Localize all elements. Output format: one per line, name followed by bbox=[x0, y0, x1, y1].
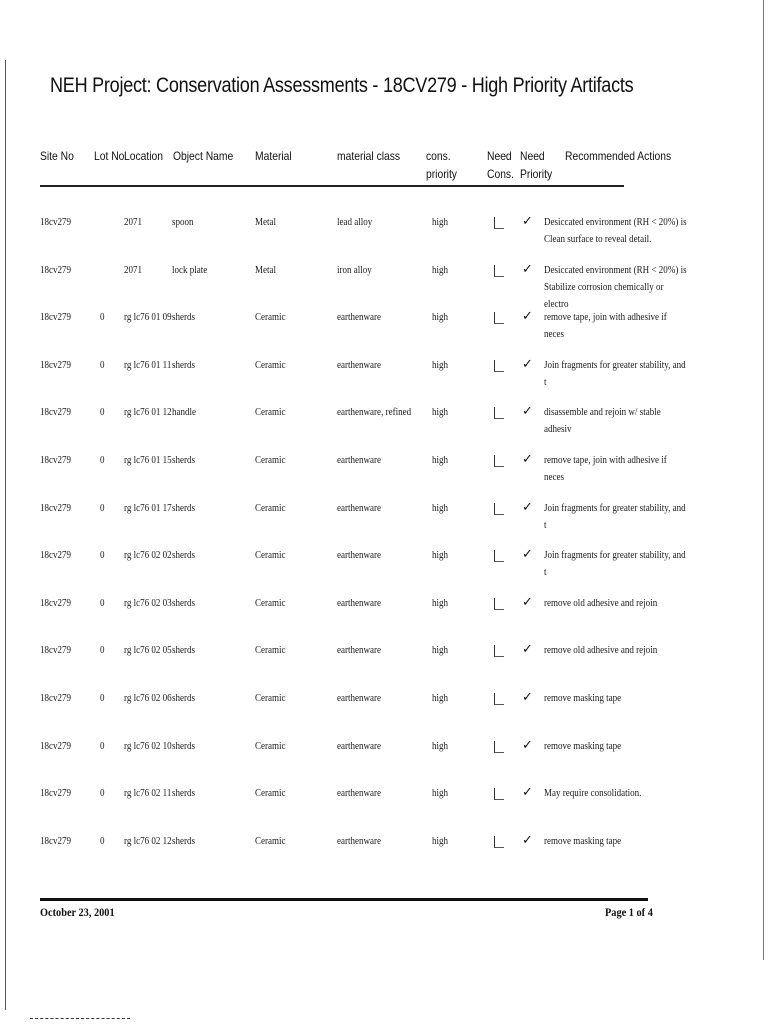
cell-material-class: earthenware bbox=[337, 740, 382, 752]
cell-location: rg lc76 02 02 bbox=[124, 549, 172, 561]
cell-object-name: spoon bbox=[172, 216, 194, 228]
cell-location: rg lc76 02 06 bbox=[124, 692, 172, 704]
cell-site-no: 18cv279 bbox=[40, 264, 72, 276]
cell-material-class: earthenware bbox=[337, 311, 382, 323]
header-lot-no: Lot No bbox=[94, 149, 125, 163]
table-row bbox=[0, 309, 770, 349]
header-location: Location bbox=[124, 149, 164, 163]
cell-location: rg lc76 01 09 bbox=[124, 311, 172, 323]
need-cons-checkbox bbox=[494, 693, 504, 705]
header-need-priority-line1: Need bbox=[520, 149, 545, 163]
cell-lot-no: 0 bbox=[100, 692, 105, 704]
header-material: Material bbox=[255, 149, 292, 163]
cell-location: rg lc76 02 10 bbox=[124, 740, 172, 752]
cell-cons-priority: high bbox=[432, 740, 449, 752]
need-cons-checkbox bbox=[494, 550, 504, 562]
cell-location: rg lc76 02 03 bbox=[124, 597, 172, 609]
cell-location: rg lc76 01 17 bbox=[124, 502, 172, 514]
table-row bbox=[0, 595, 770, 635]
cell-cons-priority: high bbox=[432, 549, 449, 561]
cell-material: Ceramic bbox=[255, 740, 286, 752]
cell-recommended-action: May require consolidation. bbox=[544, 787, 642, 799]
header-material-class: material class bbox=[337, 149, 401, 163]
cell-material-class: earthenware bbox=[337, 502, 382, 514]
header-object-name: Object Name bbox=[173, 149, 234, 163]
table-row bbox=[0, 214, 770, 254]
need-cons-checkbox bbox=[494, 407, 504, 419]
header-need-priority-line2: Priority bbox=[520, 167, 553, 181]
table-row bbox=[0, 547, 770, 587]
cell-material-class: earthenware bbox=[337, 692, 382, 704]
cell-object-name: sherds bbox=[172, 549, 196, 561]
cell-site-no: 18cv279 bbox=[40, 644, 72, 656]
cell-location: 2071 bbox=[124, 264, 143, 276]
need-cons-checkbox bbox=[494, 598, 504, 610]
cell-cons-priority: high bbox=[432, 359, 449, 371]
need-priority-check: ✓ bbox=[522, 357, 533, 372]
cell-lot-no: 0 bbox=[100, 311, 105, 323]
header-need-cons-line1: Need bbox=[487, 149, 512, 163]
cell-object-name: sherds bbox=[172, 597, 196, 609]
cell-material-class: earthenware bbox=[337, 597, 382, 609]
cell-cons-priority: high bbox=[432, 597, 449, 609]
cell-object-name: sherds bbox=[172, 359, 196, 371]
cell-location: rg lc76 01 15 bbox=[124, 454, 172, 466]
cell-recommended-action: remove masking tape bbox=[544, 835, 622, 847]
table-row bbox=[0, 690, 770, 730]
cell-material-class: lead alloy bbox=[337, 216, 373, 228]
cell-recommended-action: disassemble and rejoin w/ stable adhesiv bbox=[544, 406, 661, 435]
need-cons-checkbox bbox=[494, 741, 504, 753]
cell-cons-priority: high bbox=[432, 787, 449, 799]
cell-object-name: sherds bbox=[172, 502, 196, 514]
footer-rule bbox=[40, 898, 648, 901]
need-cons-checkbox bbox=[494, 217, 504, 229]
header-need-cons bbox=[487, 147, 514, 183]
cell-material: Ceramic bbox=[255, 549, 286, 561]
header-cons-priority-line1: cons. bbox=[426, 149, 451, 163]
need-cons-checkbox bbox=[494, 503, 504, 515]
cell-recommended-action-clip bbox=[544, 690, 686, 730]
cell-material: Ceramic bbox=[255, 787, 286, 799]
table-row bbox=[0, 500, 770, 540]
cell-lot-no: 0 bbox=[100, 740, 105, 752]
header-cons-priority-line2: priority bbox=[426, 167, 457, 181]
need-priority-check: ✓ bbox=[522, 547, 533, 562]
cell-cons-priority: high bbox=[432, 406, 449, 418]
cell-material-class: earthenware bbox=[337, 835, 382, 847]
header-rule bbox=[40, 185, 624, 187]
table-row bbox=[0, 738, 770, 778]
cell-recommended-action-clip bbox=[544, 785, 686, 825]
cell-object-name: sherds bbox=[172, 644, 196, 656]
need-priority-check: ✓ bbox=[522, 642, 533, 657]
cell-lot-no: 0 bbox=[100, 597, 105, 609]
cell-recommended-action-clip bbox=[544, 642, 686, 682]
table-row bbox=[0, 452, 770, 492]
need-priority-check: ✓ bbox=[522, 214, 533, 229]
cell-site-no: 18cv279 bbox=[40, 454, 72, 466]
cell-recommended-action: Join fragments for greater stability, and t bbox=[544, 359, 686, 388]
cell-material: Ceramic bbox=[255, 835, 286, 847]
cell-material-class: earthenware bbox=[337, 787, 382, 799]
cell-object-name: lock plate bbox=[172, 264, 208, 276]
cell-recommended-action: remove tape, join with adhesive if neces bbox=[544, 454, 667, 483]
cell-material: Ceramic bbox=[255, 644, 286, 656]
cell-recommended-action-clip bbox=[544, 357, 686, 397]
cell-cons-priority: high bbox=[432, 644, 449, 656]
header-need-cons-line2: Cons. bbox=[487, 167, 514, 181]
cell-cons-priority: high bbox=[432, 311, 449, 323]
cell-location: rg lc76 01 11 bbox=[124, 359, 172, 371]
cell-cons-priority: high bbox=[432, 454, 449, 466]
table-row bbox=[0, 404, 770, 444]
cell-recommended-action-clip bbox=[544, 309, 686, 349]
cell-location: 2071 bbox=[124, 216, 143, 228]
cell-recommended-action-clip bbox=[544, 214, 686, 254]
cell-recommended-action: Desiccated environment (RH < 20%) is Stabilize corrosion chemically or electro bbox=[544, 264, 687, 310]
need-priority-check: ✓ bbox=[522, 690, 533, 705]
cell-recommended-action: Join fragments for greater stability, and t bbox=[544, 502, 686, 531]
cell-material-class: earthenware bbox=[337, 454, 382, 466]
cell-site-no: 18cv279 bbox=[40, 406, 72, 418]
cell-cons-priority: high bbox=[432, 264, 449, 276]
cell-location: rg lc76 02 11 bbox=[124, 787, 172, 799]
cell-material: Ceramic bbox=[255, 359, 286, 371]
header-recommended-actions: Recommended Actions bbox=[565, 149, 672, 163]
cell-cons-priority: high bbox=[432, 692, 449, 704]
need-priority-check: ✓ bbox=[522, 262, 533, 277]
cell-object-name: sherds bbox=[172, 692, 196, 704]
need-priority-check: ✓ bbox=[522, 738, 533, 753]
table-row bbox=[0, 262, 770, 310]
need-cons-checkbox bbox=[494, 265, 504, 277]
cell-material: Ceramic bbox=[255, 597, 286, 609]
cell-recommended-action-clip bbox=[544, 595, 686, 635]
cell-site-no: 18cv279 bbox=[40, 835, 72, 847]
table-row bbox=[0, 357, 770, 397]
need-cons-checkbox bbox=[494, 645, 504, 657]
cell-material: Ceramic bbox=[255, 406, 286, 418]
cell-material: Metal bbox=[255, 216, 277, 228]
cell-site-no: 18cv279 bbox=[40, 216, 72, 228]
cell-recommended-action-clip bbox=[544, 452, 686, 492]
page-title: NEH Project: Conservation Assessments - 18CV279 - High Priority Artifacts bbox=[50, 74, 634, 97]
table-row bbox=[0, 642, 770, 682]
cell-material: Ceramic bbox=[255, 311, 286, 323]
cell-location: rg lc76 02 12 bbox=[124, 835, 172, 847]
cell-lot-no: 0 bbox=[100, 502, 105, 514]
need-priority-check: ✓ bbox=[522, 833, 533, 848]
cell-recommended-action: remove masking tape bbox=[544, 740, 622, 752]
cell-site-no: 18cv279 bbox=[40, 311, 72, 323]
cell-object-name: sherds bbox=[172, 311, 196, 323]
cell-material-class: earthenware, refined bbox=[337, 406, 412, 418]
cell-cons-priority: high bbox=[432, 502, 449, 514]
cell-recommended-action-clip bbox=[544, 262, 687, 310]
footer-date: October 23, 2001 bbox=[40, 905, 115, 919]
cell-recommended-action: remove masking tape bbox=[544, 692, 622, 704]
cell-site-no: 18cv279 bbox=[40, 549, 72, 561]
cell-cons-priority: high bbox=[432, 216, 449, 228]
cell-recommended-action-clip bbox=[544, 738, 686, 778]
cell-recommended-action: remove old adhesive and rejoin bbox=[544, 644, 658, 656]
cell-site-no: 18cv279 bbox=[40, 359, 72, 371]
cell-site-no: 18cv279 bbox=[40, 502, 72, 514]
cell-recommended-action: remove tape, join with adhesive if neces bbox=[544, 311, 667, 340]
cell-object-name: sherds bbox=[172, 787, 196, 799]
table-row bbox=[0, 833, 770, 873]
cell-recommended-action: Join fragments for greater stability, and t bbox=[544, 549, 686, 578]
cell-location: rg lc76 01 12 bbox=[124, 406, 172, 418]
cell-site-no: 18cv279 bbox=[40, 740, 72, 752]
header-cons-priority bbox=[426, 147, 457, 183]
cell-recommended-action: remove old adhesive and rejoin bbox=[544, 597, 658, 609]
cell-material-class: iron alloy bbox=[337, 264, 372, 276]
need-priority-check: ✓ bbox=[522, 785, 533, 800]
need-cons-checkbox bbox=[494, 788, 504, 800]
need-cons-checkbox bbox=[494, 455, 504, 467]
cell-material-class: earthenware bbox=[337, 549, 382, 561]
cell-material: Ceramic bbox=[255, 502, 286, 514]
cell-material: Ceramic bbox=[255, 692, 286, 704]
need-priority-check: ✓ bbox=[522, 500, 533, 515]
header-site-no: Site No bbox=[40, 149, 74, 163]
need-cons-checkbox bbox=[494, 360, 504, 372]
table-row bbox=[0, 785, 770, 825]
cell-material: Metal bbox=[255, 264, 277, 276]
need-priority-check: ✓ bbox=[522, 452, 533, 467]
header-need-priority bbox=[520, 147, 552, 183]
cell-site-no: 18cv279 bbox=[40, 597, 72, 609]
cell-cons-priority: high bbox=[432, 835, 449, 847]
cell-material-class: earthenware bbox=[337, 644, 382, 656]
need-priority-check: ✓ bbox=[522, 309, 533, 324]
cell-object-name: sherds bbox=[172, 454, 196, 466]
cell-object-name: sherds bbox=[172, 835, 196, 847]
cell-lot-no: 0 bbox=[100, 787, 105, 799]
need-cons-checkbox bbox=[494, 312, 504, 324]
cell-recommended-action-clip bbox=[544, 500, 686, 540]
cell-location: rg lc76 02 05 bbox=[124, 644, 172, 656]
need-priority-check: ✓ bbox=[522, 595, 533, 610]
cell-site-no: 18cv279 bbox=[40, 692, 72, 704]
need-priority-check: ✓ bbox=[522, 404, 533, 419]
cell-material-class: earthenware bbox=[337, 359, 382, 371]
cell-lot-no: 0 bbox=[100, 835, 105, 847]
cell-object-name: sherds bbox=[172, 740, 196, 752]
cell-lot-no: 0 bbox=[100, 359, 105, 371]
footer-page-number: Page 1 of 4 bbox=[605, 905, 653, 919]
cell-lot-no: 0 bbox=[100, 644, 105, 656]
cell-material: Ceramic bbox=[255, 454, 286, 466]
cell-lot-no: 0 bbox=[100, 406, 105, 418]
cell-lot-no: 0 bbox=[100, 549, 105, 561]
cell-site-no: 18cv279 bbox=[40, 787, 72, 799]
need-cons-checkbox bbox=[494, 836, 504, 848]
cell-recommended-action-clip bbox=[544, 833, 686, 873]
cell-recommended-action: Desiccated environment (RH < 20%) is Clean surface to reveal detail. bbox=[544, 216, 687, 245]
scan-dash-mark bbox=[30, 1018, 130, 1019]
cell-recommended-action-clip bbox=[544, 547, 686, 587]
cell-object-name: handle bbox=[172, 406, 197, 418]
cell-lot-no: 0 bbox=[100, 454, 105, 466]
cell-recommended-action-clip bbox=[544, 404, 686, 444]
